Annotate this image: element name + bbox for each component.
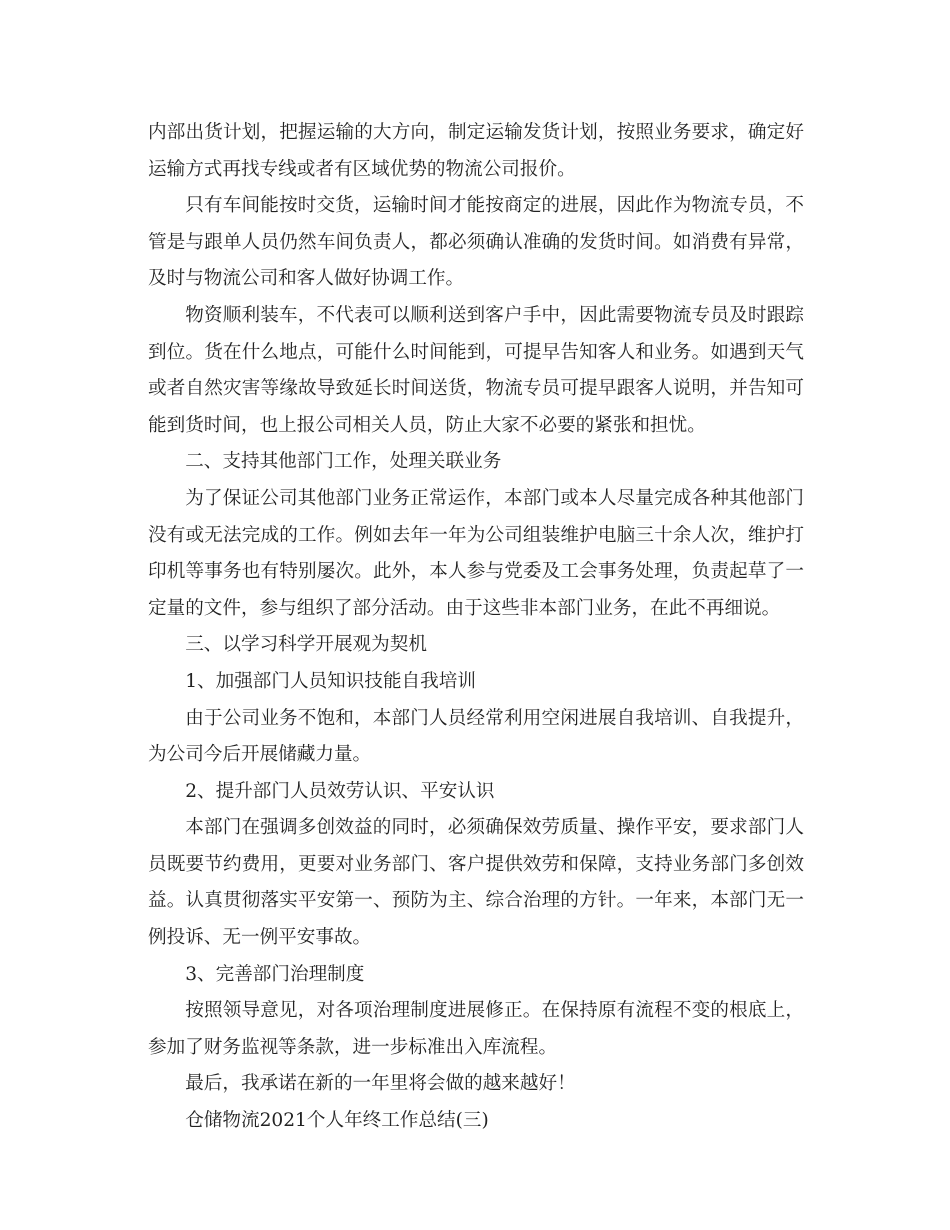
paragraph-2: 只有车间能按时交货，运输时间才能按商定的进展，因此作为物流专员，不管是与跟单人员仍然车间负责人，都必须确认准确的发货时间。如消费有异常，及时与物流公司和客人做好协调工作。 — [148, 195, 804, 290]
subheading-1: 1、加强部门人员知识技能自我培训 — [185, 670, 476, 692]
document-body — [148, 115, 804, 1140]
section-heading-2: 二、支持其他部门工作，处理关联业务 — [185, 451, 502, 473]
paragraph-1: 内部出货计划，把握运输的大方向，制定运输发货计划，按照业务要求，确定好运输方式再找专线或者有区域优势的物流公司报价。 — [148, 122, 804, 180]
paragraph-5: 为了保证公司其他部门业务正常运作，本部门或本人尽量完成各种其他部门没有或无法完成的工作。例如去年一年为公司组装维护电脑三十余人次，维护打印机等事务也有特别屡次。此外，本人参与党委及工会事务处理，负责起草了一定量的文件，参与组织了部分活动。由于这些非本部门业务，在此不再细说。 — [148, 487, 804, 619]
document-subtitle: 仓储物流2021个人年终工作总结(三) — [185, 1110, 489, 1132]
section-heading-3: 三、以学习科学开展观为契机 — [185, 634, 427, 656]
subheading-2: 2、提升部门人员效劳认识、平安认识 — [185, 780, 495, 802]
subheading-3: 3、完善部门治理制度 — [185, 963, 365, 985]
paragraph-13: 最后，我承诺在新的一年里将会做的越来越好！ — [185, 1073, 576, 1095]
paragraph-8: 由于公司业务不饱和，本部门人员经常利用空闲进展自我培训、自我提升，为公司今后开展储藏力量。 — [148, 707, 804, 766]
paragraph-12: 按照领导意见，对各项治理制度进展修正。在保持原有流程不变的根底上，参加了财务监视等条款，进一步标准出入库流程。 — [148, 1000, 804, 1058]
paragraph-10: 本部门在强调多创效益的同时，必须确保效劳质量、操作平安，要求部门人员既要节约费用，更要对业务部门、客户提供效劳和保障，支持业务部门多创效益。认真贯彻落实平安第一、预防为主、综合治理的方针。一年来，本部门无一例投诉、无一例平安事故。 — [148, 817, 804, 949]
paragraph-3: 物资顺利装车，不代表可以顺利送到客户手中，因此需要物流专员及时跟踪到位。货在什么地点，可能什么时间能到，可提早告知客人和业务。如遇到天气或者自然灾害等缘故导致延长时间送货，物流专员可提早跟客人说明，并告知可能到货时间，也上报公司相关人员，防止大家不必要的紧张和担忧。 — [148, 304, 804, 436]
